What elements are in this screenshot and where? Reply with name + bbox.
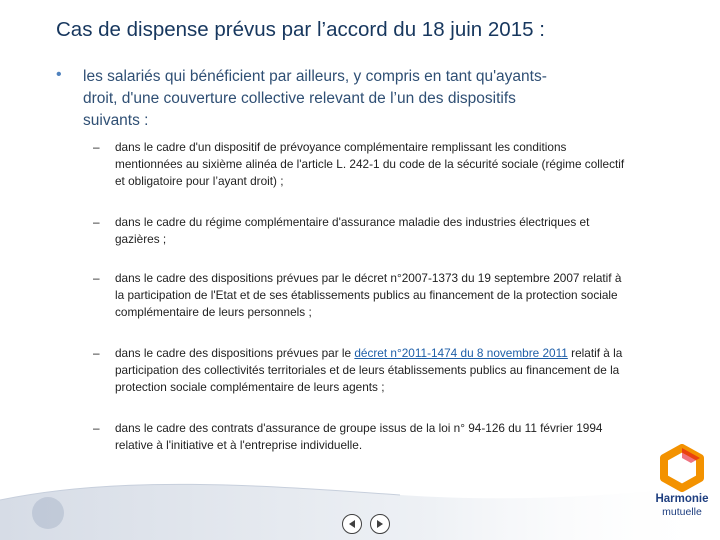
logo-sub: mutuelle bbox=[662, 506, 702, 518]
sub-item-text bbox=[115, 214, 688, 248]
hexagon-logo-icon bbox=[648, 444, 716, 492]
logo-name: Harmonie bbox=[655, 493, 709, 505]
sub-item-text-after-link: relatif à la bbox=[567, 346, 623, 360]
dash-marker: – bbox=[93, 346, 100, 360]
bullet-line: droit, d'une couverture collective relevant de l’un des dispositifs bbox=[83, 90, 516, 107]
sub-item-text bbox=[115, 420, 688, 454]
sub-item-text bbox=[115, 345, 688, 396]
sub-item-line: complémentaire de leurs personnels ; bbox=[115, 305, 312, 319]
sub-item-text-before-link: dans le cadre des dispositions prévues par le bbox=[115, 346, 355, 360]
sub-item-text bbox=[115, 139, 688, 190]
play-right-icon bbox=[375, 519, 385, 529]
sub-item-line: dans le cadre des dispositions prévues par le décret n°2007-1373 du 19 septembre 2007 relatif à bbox=[115, 271, 622, 285]
bullet-dot: • bbox=[56, 66, 62, 83]
sub-item-line: dans le cadre des contrats d'assurance de groupe issus de la loi n° 94-126 du 11 février 1994 bbox=[115, 421, 603, 435]
sub-item-line: et obligatoire pour l’ayant droit) ; bbox=[115, 174, 284, 188]
bullet-line: suivants : bbox=[83, 112, 149, 129]
sub-item-line: gazières ; bbox=[115, 232, 167, 246]
dash-marker: – bbox=[93, 140, 100, 154]
bullet-line: les salariés qui bénéficient par ailleurs, y compris en tant qu'ayants- bbox=[83, 68, 547, 85]
harmonie-mutuelle-logo bbox=[648, 444, 716, 534]
sub-item-line bbox=[115, 345, 688, 362]
slide-title: Cas de dispense prévus par l’accord du 18 juin 2015 : bbox=[56, 18, 545, 41]
next-slide-button[interactable] bbox=[370, 514, 390, 534]
dash-marker: – bbox=[93, 215, 100, 229]
decret-2011-link[interactable]: décret n°2011-1474 du 8 novembre 2011 bbox=[354, 346, 568, 360]
sub-item-line: dans le cadre d'un dispositif de prévoyance complémentaire remplissant les conditions bbox=[115, 140, 567, 154]
bullet-text bbox=[83, 66, 663, 132]
play-left-icon bbox=[347, 519, 357, 529]
sub-item-line: participation des collectivités territoriales et de leurs établissements publics au financement de la bbox=[115, 363, 620, 377]
previous-slide-button[interactable] bbox=[342, 514, 362, 534]
dash-marker: – bbox=[93, 421, 100, 435]
sub-item-line: la participation de l'Etat et de ses établissements publics au financement de la protection sociale bbox=[115, 288, 618, 302]
sub-item-line: protection sociale complémentaire de leurs agents ; bbox=[115, 380, 385, 394]
sub-item-line: mentionnées au sixième alinéa de l'article L. 242-1 du code de la sécurité sociale (régime collectif bbox=[115, 157, 625, 171]
sub-item-line: relative à l'initiative et à l'entreprise individuelle. bbox=[115, 438, 363, 452]
sub-item-line: dans le cadre du régime complémentaire d'assurance maladie des industries électriques et bbox=[115, 215, 590, 229]
dash-marker: – bbox=[93, 271, 100, 285]
sub-item-text bbox=[115, 270, 688, 321]
